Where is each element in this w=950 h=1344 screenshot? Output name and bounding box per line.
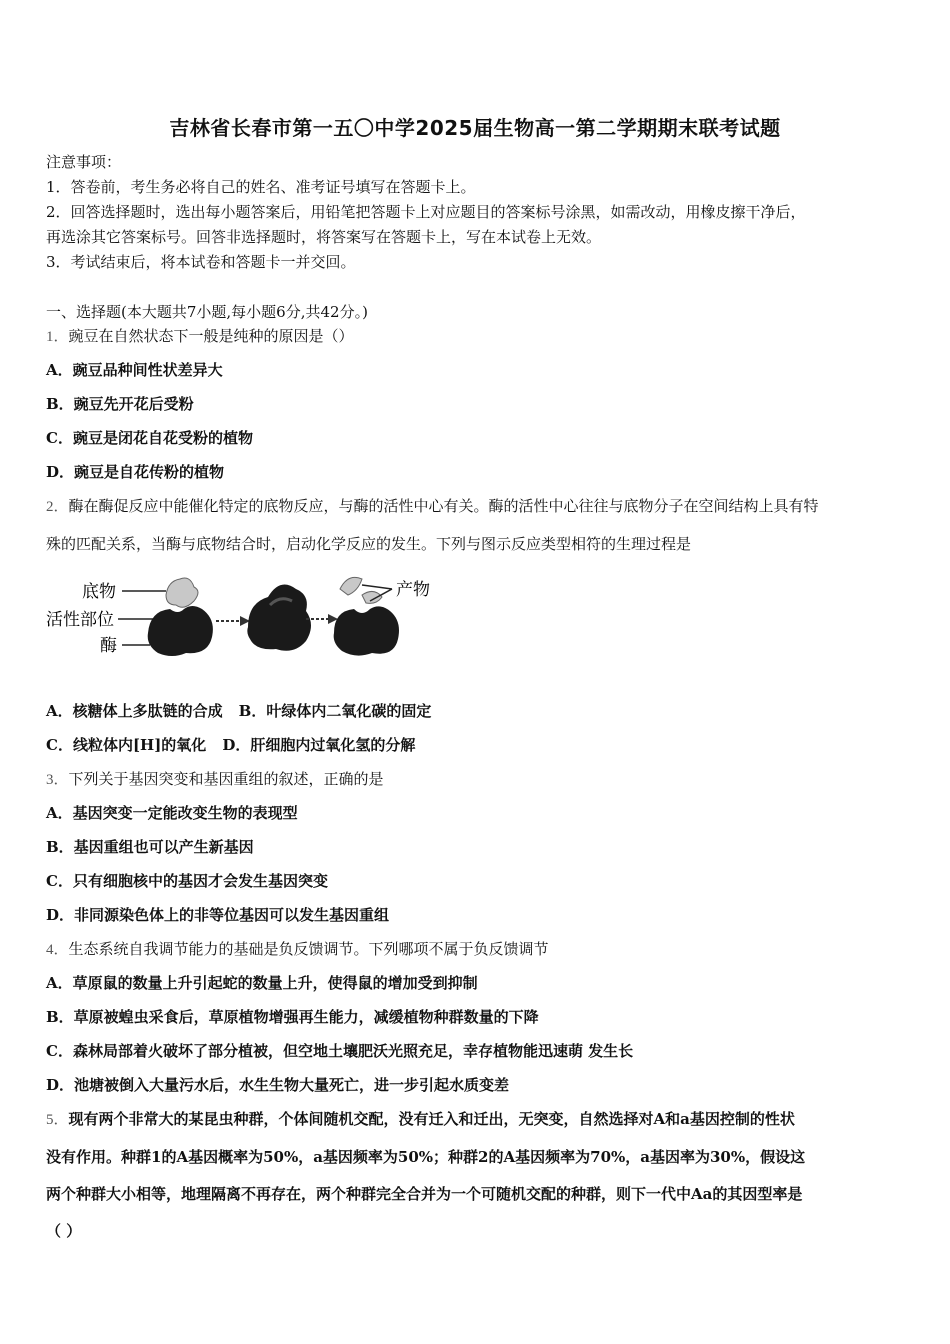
notice-item: 2．回答选择题时，选出每小题答案后，用铅笔把答题卡上对应题目的答案标号涂黑，如需改动，用橡皮擦干净后，	[46, 203, 806, 221]
option-b[interactable]: B．叶绿体内二氧化碳的固定	[238, 702, 432, 720]
option-c[interactable]: C．只有细胞核中的基因才会发生基因突变	[46, 872, 328, 890]
question-number: 3．	[46, 772, 69, 788]
notice-item: 1．答卷前，考生务必将自己的姓名、准考证号填写在答题卡上。	[46, 178, 476, 196]
question-number: 5．	[46, 1112, 69, 1128]
enzyme-substrate-complex	[247, 585, 311, 651]
option-b[interactable]: B．豌豆先开花后受粉	[46, 395, 194, 413]
option-b[interactable]: B．基因重组也可以产生新基因	[46, 838, 254, 856]
answer-blank: （ ）	[46, 1222, 82, 1240]
product-shape	[340, 577, 362, 595]
question-stem: 现有两个非常大的某昆虫种群，个体间随机交配，没有迁入和迁出，无突变，自然选择对A和a基因控制的性状	[68, 1110, 795, 1128]
diagram-label-active-site: 活性部位	[46, 610, 114, 630]
option-b[interactable]: B．草原被蝗虫采食后，草原植物增强再生能力，减缓植物种群数量的下降	[46, 1008, 539, 1026]
question-stem: 豌豆在自然状态下一般是纯种的原因是（）	[68, 327, 354, 345]
option-c[interactable]: C．线粒体内[H]的氧化	[46, 736, 207, 754]
question-stem-continued: 殊的匹配关系，当酶与底物结合时，启动化学反应的发生。下列与图示反应类型相符的生理过程是	[46, 535, 692, 553]
option-row	[46, 735, 916, 755]
option-a[interactable]: A．草原鼠的数量上升引起蛇的数量上升，使得鼠的增加受到抑制	[46, 974, 478, 992]
option-d[interactable]: D．非同源染色体上的非等位基因可以发生基因重组	[46, 906, 390, 924]
option-a[interactable]: A．基因突变一定能改变生物的表现型	[46, 804, 298, 822]
notice-heading: 注意事项：	[46, 153, 122, 171]
question-number: 2．	[46, 499, 69, 515]
question-stem: 生态系统自我调节能力的基础是负反馈调节。下列哪项不属于负反馈调节	[68, 940, 549, 958]
diagram-label-product: 产物	[396, 580, 430, 600]
enzyme-shape	[334, 606, 399, 655]
question-1	[46, 326, 916, 347]
product-shape	[362, 591, 382, 603]
question-stem-continued: 两个种群大小相等，地理隔离不再存在，两个种群完全合并为一个可随机交配的种群，则下一代中Aa的其因型率是	[46, 1185, 803, 1203]
question-2	[46, 496, 916, 517]
question-stem-continued: 没有作用。种群1的A基因概率为50%，a基因频率为50%；种群2的A基因频率为70%，a基因率为30%，假设这	[46, 1148, 806, 1166]
question-5	[46, 1109, 916, 1130]
question-3	[46, 769, 916, 790]
question-4	[46, 939, 916, 960]
enzyme-shape	[148, 606, 213, 656]
notice-item: 3．考试结束后，将本试卷和答题卡一并交回。	[46, 253, 356, 271]
option-c[interactable]: C．森林局部着火破坏了部分植被，但空地土壤肥沃光照充足，幸存植物能迅速萌 发生长	[46, 1042, 634, 1060]
question-number: 1．	[46, 329, 69, 345]
option-a[interactable]: A．核糖体上多肽链的合成	[46, 702, 223, 720]
option-d[interactable]: D．肝细胞内过氧化氢的分解	[222, 736, 416, 754]
notice-item: 再选涂其它答案标号。回答非选择题时，将答案写在答题卡上，写在本试卷上无效。	[46, 228, 602, 246]
option-a[interactable]: A．豌豆品种间性状差异大	[46, 361, 223, 379]
option-row	[46, 701, 916, 721]
question-number: 4．	[46, 942, 69, 958]
page-title: 吉林省长春市第一五〇中学2025届生物高一第二学期期末联考试题	[169, 116, 781, 140]
option-d[interactable]: D．豌豆是自花传粉的植物	[46, 463, 225, 481]
question-stem: 酶在酶促反应中能催化特定的底物反应，与酶的活性中心有关。酶的活性中心往往与底物分子在空间结构上具有特	[68, 497, 819, 515]
option-d[interactable]: D．池塘被倒入大量污水后，水生生物大量死亡，进一步引起水质变差	[46, 1076, 510, 1094]
diagram-label-enzyme: 酶	[100, 636, 117, 656]
diagram-label-substrate: 底物	[82, 582, 116, 602]
question-stem: 下列关于基因突变和基因重组的叙述，正确的是	[68, 770, 384, 788]
substrate-shape	[166, 578, 198, 607]
section-heading: 一、选择题(本大题共7小题,每小题6分,共42分。)	[46, 303, 368, 321]
enzyme-reaction-diagram	[44, 565, 444, 665]
option-c[interactable]: C．豌豆是闭花自花受粉的植物	[46, 429, 253, 447]
